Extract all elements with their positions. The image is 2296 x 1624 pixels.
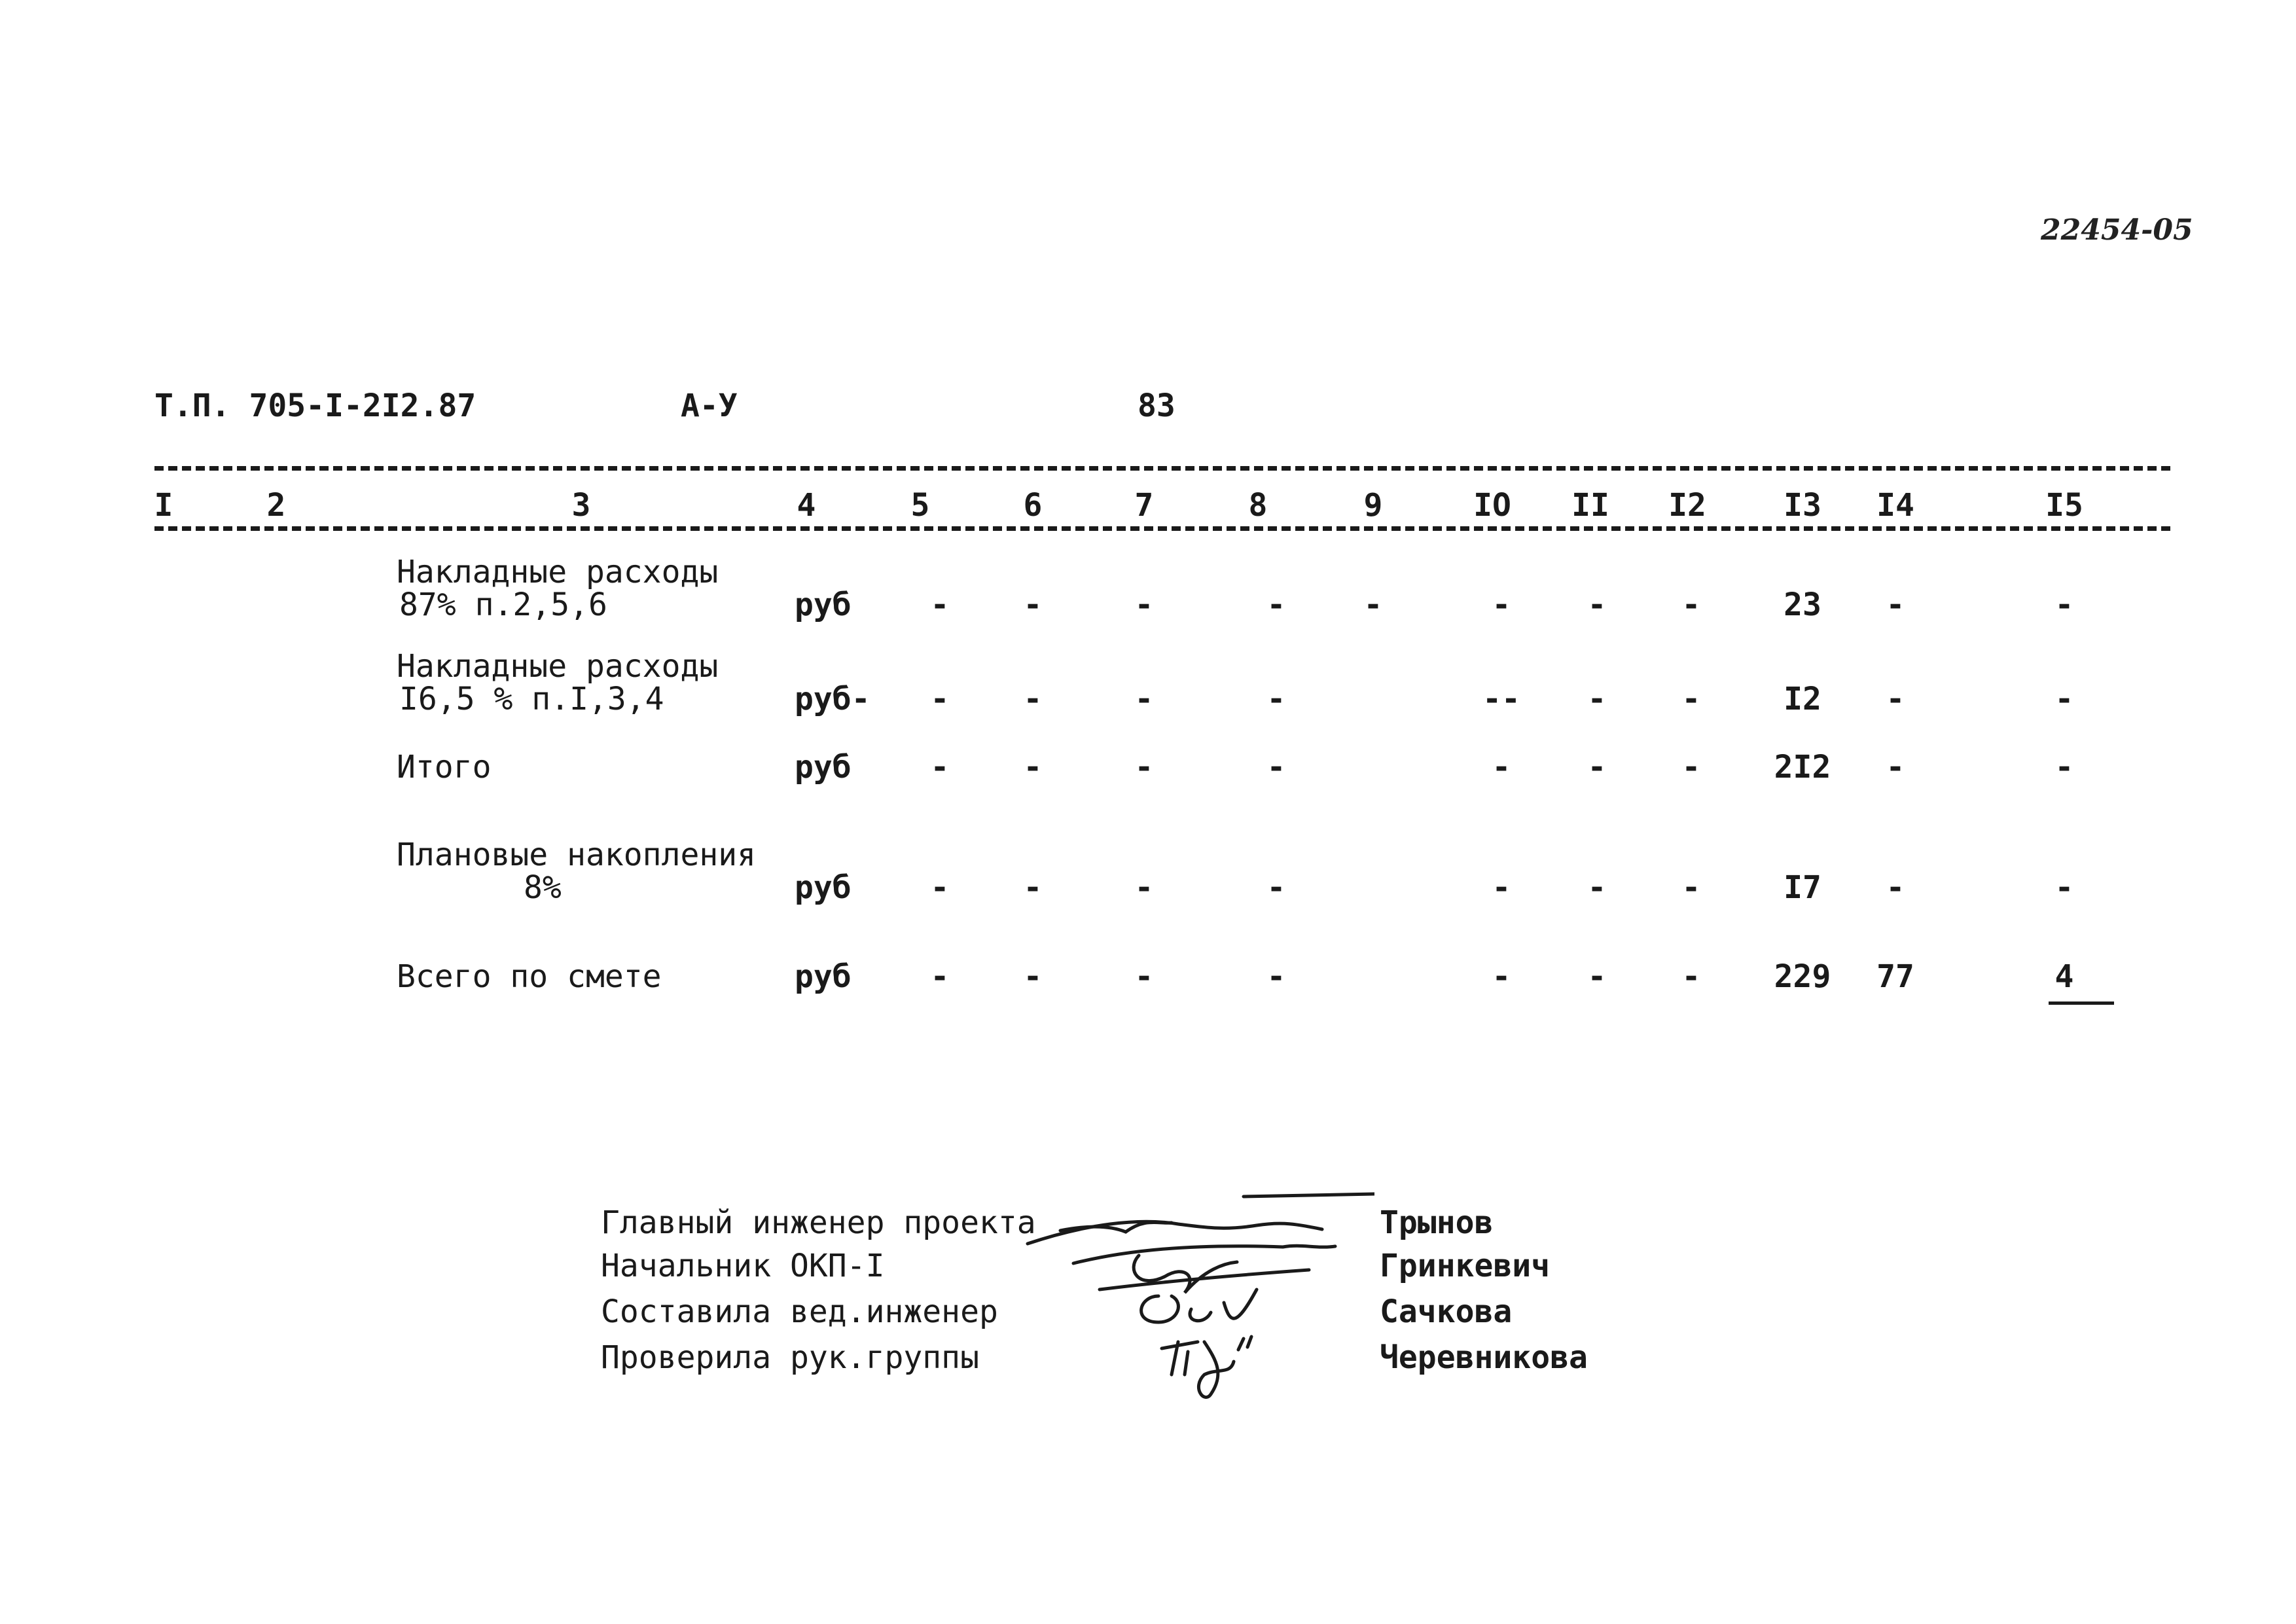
signature-name: Гринкевич <box>1380 1248 1551 1284</box>
table-cell: - <box>1134 869 1154 906</box>
row-unit: руб <box>795 869 852 906</box>
column-number: I5 <box>2045 487 2083 524</box>
column-number: 4 <box>797 487 816 524</box>
signature-name: Черевникова <box>1380 1339 1588 1376</box>
table-cell: - <box>1886 681 1905 717</box>
signature-role: Составила вед.инженер <box>601 1293 998 1330</box>
table-cell: - <box>1363 586 1383 623</box>
table-cell: - <box>1266 681 1286 717</box>
table-cell: - <box>1492 586 1511 623</box>
total-underline <box>2049 1001 2114 1005</box>
table-cell: - <box>1023 681 1043 717</box>
table-cell: 77 <box>1876 958 1914 995</box>
row-unit: руб <box>795 958 852 995</box>
table-cell: - <box>1492 958 1511 995</box>
table-cell: - <box>1681 869 1701 906</box>
column-number: 9 <box>1363 487 1383 524</box>
album-code: А-У <box>681 388 738 424</box>
table-cell: - <box>2054 749 2074 785</box>
table-cell: - <box>1134 749 1154 785</box>
column-number: I <box>154 487 173 524</box>
column-number: 3 <box>571 487 591 524</box>
table-cell: - <box>1023 749 1043 785</box>
table-cell: - <box>1681 586 1701 623</box>
table-cell: - <box>930 681 950 717</box>
signature-name: Сачкова <box>1380 1293 1513 1330</box>
row-unit: руб- <box>795 681 870 717</box>
row-name-detail: 87% п.2,5,6 <box>399 586 607 623</box>
table-cell: - <box>1492 749 1511 785</box>
table-cell: - <box>2054 586 2074 623</box>
table-cell: - <box>1134 586 1154 623</box>
table-cell: - <box>1023 586 1043 623</box>
signature-name: Трынов <box>1380 1204 1494 1241</box>
table-cell: - <box>1886 869 1905 906</box>
column-number: 6 <box>1023 487 1043 524</box>
table-cell: 23 <box>1784 586 1821 623</box>
table-cell: 229 <box>1774 958 1831 995</box>
page-number: 83 <box>1138 388 1175 424</box>
row-name: Всего по смете <box>397 958 662 995</box>
column-number: 2 <box>266 487 286 524</box>
table-cell: - <box>1587 586 1607 623</box>
table-cell: - <box>1681 958 1701 995</box>
table-cell: - <box>1266 749 1286 785</box>
table-cell: - <box>2054 869 2074 906</box>
row-name: Итого <box>397 749 492 785</box>
table-cell: - <box>1681 681 1701 717</box>
table-cell: - <box>930 749 950 785</box>
document-code: Т.П. 705-I-2I2.87 <box>154 388 476 424</box>
row-name-detail: I6,5 % п.I,3,4 <box>399 681 664 717</box>
column-number: 8 <box>1248 487 1268 524</box>
table-cell: - <box>1492 869 1511 906</box>
column-number: 7 <box>1134 487 1154 524</box>
table-cell: - <box>1587 958 1607 995</box>
table-cell: I7 <box>1784 869 1821 906</box>
row-name: Накладные расходы <box>397 554 719 590</box>
table-cell: 4 <box>2054 958 2074 995</box>
table-cell: - <box>1134 958 1154 995</box>
signature-role: Начальник ОКП-I <box>601 1248 885 1284</box>
table-cell: - <box>1134 681 1154 717</box>
column-number: I4 <box>1876 487 1914 524</box>
column-number: IO <box>1473 487 1511 524</box>
row-unit: руб <box>795 749 852 785</box>
table-cell: - <box>1023 958 1043 995</box>
table-cell: - <box>2054 681 2074 717</box>
handwritten-signatures <box>1008 1178 1374 1427</box>
column-number: I2 <box>1668 487 1706 524</box>
table-cell: - <box>1587 681 1607 717</box>
column-number: 5 <box>910 487 930 524</box>
table-cell: - <box>1587 749 1607 785</box>
row-name-detail: 8% <box>524 869 562 906</box>
table-cell: - <box>1023 869 1043 906</box>
row-name: Плановые накопления <box>397 837 757 873</box>
row-unit: руб <box>795 586 852 623</box>
signature-role: Проверила рук.группы <box>601 1339 979 1376</box>
table-cell: - <box>930 869 950 906</box>
table-cell: - <box>930 958 950 995</box>
table-cell: -- <box>1482 681 1520 717</box>
signature-role: Главный инженер проекта <box>601 1204 1036 1241</box>
table-cell: - <box>1886 749 1905 785</box>
column-number: II <box>1571 487 1609 524</box>
table-cell: - <box>1681 749 1701 785</box>
table-cell: - <box>1886 586 1905 623</box>
table-cell: - <box>930 586 950 623</box>
column-number: I3 <box>1784 487 1821 524</box>
table-header-rule <box>154 526 2170 531</box>
row-name: Накладные расходы <box>397 648 719 685</box>
table-cell: I2 <box>1784 681 1821 717</box>
table-cell: - <box>1587 869 1607 906</box>
table-cell: - <box>1266 586 1286 623</box>
table-cell: 2I2 <box>1774 749 1831 785</box>
table-cell: - <box>1266 958 1286 995</box>
table-top-rule <box>154 466 2170 471</box>
document-stamp-number: 22454-05 <box>2041 213 2193 247</box>
table-cell: - <box>1266 869 1286 906</box>
